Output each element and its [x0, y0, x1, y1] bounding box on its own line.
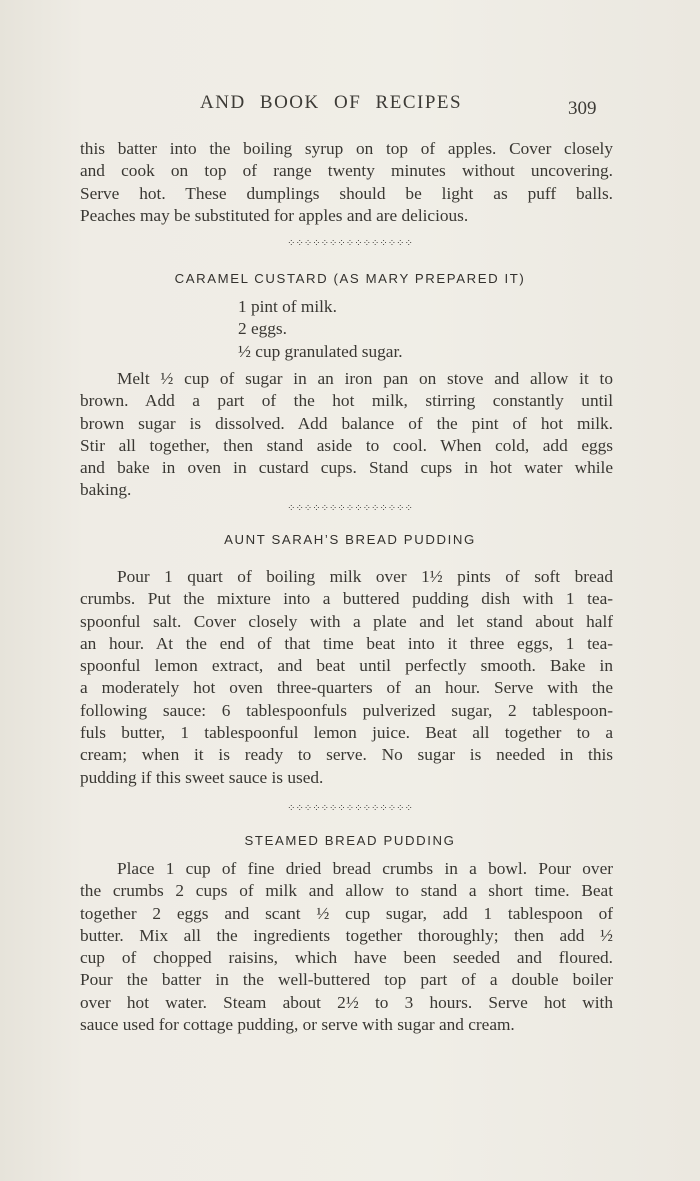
text-line: and cook on top of range twenty minutes without uncovering.	[80, 161, 613, 181]
text-line: cream; when it is ready to serve. No sugar is needed in this	[80, 745, 613, 765]
aunt-sarah-method	[80, 566, 613, 789]
running-head	[0, 92, 700, 122]
text-line: an hour. At the end of that time beat into it three eggs, 1 tea-	[80, 633, 613, 653]
ingredient-item: ½ cup granulated sugar.	[238, 342, 403, 361]
text-line: and bake in oven in custard cups. Stand cups in hot water while	[80, 458, 613, 478]
ingredient-item: 2 eggs.	[238, 319, 287, 338]
text-line: Serve hot. These dumplings should be light as puff balls.	[80, 183, 613, 203]
text-line: brown. Add a part of the hot milk, stirring constantly until	[80, 391, 613, 411]
recipe-title-caramel-custard: CARAMEL CUSTARD (AS MARY PREPARED IT)	[174, 271, 526, 286]
text-line: a moderately hot oven three-quarters of an hour. Serve with the	[80, 678, 613, 698]
text-line: sauce used for cottage pudding, or serve with sugar and cream.	[80, 1015, 515, 1035]
text-line: following sauce: 6 tablespoonfuls pulverized sugar, 2 tablespoon-	[80, 700, 613, 720]
text-line: Stir all together, then stand aside to cool. When cold, add eggs	[80, 435, 613, 455]
text-line: butter. Mix all the ingredients together thoroughly; then add ½	[80, 925, 613, 945]
section-divider-ornament: ⁘⁘⁘⁘⁘⁘⁘⁘⁘⁘⁘⁘⁘⁘⁘	[287, 238, 413, 249]
text-line: Pour 1 quart of boiling milk over 1½ pints of soft bread	[117, 567, 613, 586]
text-line: cup of chopped raisins, which have been seeded and floured.	[80, 948, 613, 968]
text-line: Peaches may be substituted for apples and are delicious.	[80, 205, 469, 225]
text-line: together 2 eggs and scant ½ cup sugar, add 1 tablespoon of	[80, 903, 613, 923]
recipe-title-steamed-bread-pudding: STEAMED BREAD PUDDING	[244, 833, 456, 848]
text-line: baking.	[80, 480, 132, 500]
recipe-title-aunt-sarahs-bread-pudding: AUNT SARAH’S BREAD PUDDING	[224, 532, 476, 547]
steamed-pudding-method	[80, 858, 613, 1036]
text-line: spoonful salt. Cover closely with a plate and let stand about half	[80, 611, 613, 631]
section-divider-ornament: ⁘⁘⁘⁘⁘⁘⁘⁘⁘⁘⁘⁘⁘⁘⁘	[287, 503, 413, 514]
text-line: this batter into the boiling syrup on top of apples. Cover closely	[80, 139, 613, 158]
running-title: AND BOOK OF RECIPES	[200, 92, 463, 113]
text-line: fuls butter, 1 tablespoonful lemon juice. Beat all together to a	[80, 723, 613, 743]
text-line: Pour the batter in the well-buttered top part of a double boiler	[80, 970, 613, 990]
page-number: 309	[568, 98, 597, 119]
text-line: spoonful lemon extract, and beat until perfectly smooth. Bake in	[80, 656, 613, 676]
text-line: crumbs. Put the mixture into a buttered pudding dish with 1 tea-	[80, 589, 613, 609]
text-line: over hot water. Steam about 2½ to 3 hours. Serve hot with	[80, 992, 613, 1012]
text-line: the crumbs 2 cups of milk and allow to stand a short time. Beat	[80, 881, 613, 901]
intro-paragraph	[80, 138, 613, 227]
ingredient-item: 1 pint of milk.	[238, 297, 337, 316]
text-line: Melt ½ cup of sugar in an iron pan on stove and allow it to	[117, 369, 613, 388]
text-line: pudding if this sweet sauce is used.	[80, 767, 324, 787]
text-line: Place 1 cup of fine dried bread crumbs in a bowl. Pour over	[117, 859, 613, 878]
caramel-custard-method	[80, 368, 613, 502]
text-line: brown sugar is dissolved. Add balance of the pint of hot milk.	[80, 413, 613, 433]
section-divider-ornament: ⁘⁘⁘⁘⁘⁘⁘⁘⁘⁘⁘⁘⁘⁘⁘	[287, 803, 413, 814]
